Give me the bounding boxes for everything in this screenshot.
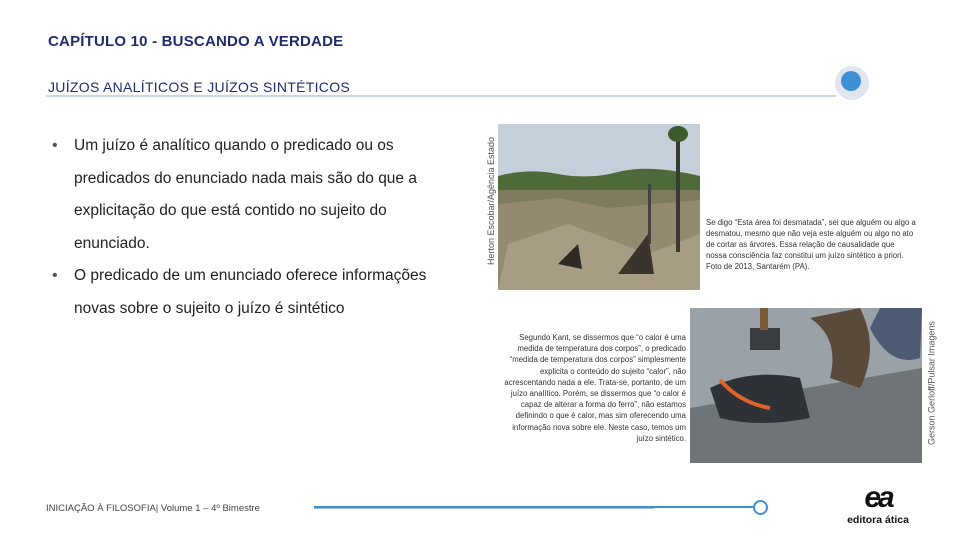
blacksmith-caption: Segundo Kant, se dissermos que “o calor é uma medida de temperatura dos corpos”, o predicado “medida de temperatura dos corpos” simplesmente explicita o conteúdo do sujeito “calor”, não acrescentando nada a ele. Trata-se, portanto, de um juízo analítico. Porém, se dissermos que “o calor é capaz de alterar a forma do ferro”, não estamos definindo o que é calor, mas sim oferecendo uma informação nova sobre ele. Neste caso, temos um juízo sintético. [504,333,686,443]
section-circle-dot [841,71,861,91]
photo-credit-deforestation: Herton Escobar/Agência Estado [486,136,496,266]
footer-line-thin [314,508,654,509]
blacksmith-photo [690,308,922,463]
bullet-text: Um juízo é analítico quando o predicado ou os predicados do enunciado nada mais são do que a explicitação do que está contido no sujeito do enunciado. [74,137,417,252]
bullet-item [52,260,462,325]
publisher-logo [846,481,910,530]
bullet-dot-icon: • [52,267,58,284]
bullet-dot-icon: • [52,137,58,154]
section-title: JUÍZOS ANALÍTICOS E JUÍZOS SINTÉTICOS [48,79,351,95]
blacksmith-photo-image [690,308,922,463]
chapter-title: CAPÍTULO 10 - BUSCANDO A VERDADE [48,33,344,50]
bullet-item [52,130,462,260]
logo-mark: ea [864,481,892,514]
section-divider [46,95,836,97]
deforestation-caption: Se digo “Esta área foi desmatada”, sei que alguém ou algo a desmatou, mesmo que não veja este alguém ou algo no ato de cortar as árvores. Essa relação de causalidade que nossa consciência faz constitui um juízo sintético a priori. Foto de 2013, Santarém (PA). [706,218,916,271]
footer-circle-icon [753,500,768,515]
deforestation-photo [498,124,700,290]
deforestation-photo-image [498,124,700,290]
bullet-text: O predicado de um enunciado oferece informações novas sobre o sujeito o juízo é sintético [74,267,427,317]
logo-name: editora ática [847,514,909,526]
bullet-list [52,130,462,325]
footer-text: INICIAÇÃO À FILOSOFIA| Volume 1 – 4º Bimestre [46,503,260,514]
photo-credit-blacksmith: Gerson Gerloff/Pulsar Imagens [926,321,937,445]
